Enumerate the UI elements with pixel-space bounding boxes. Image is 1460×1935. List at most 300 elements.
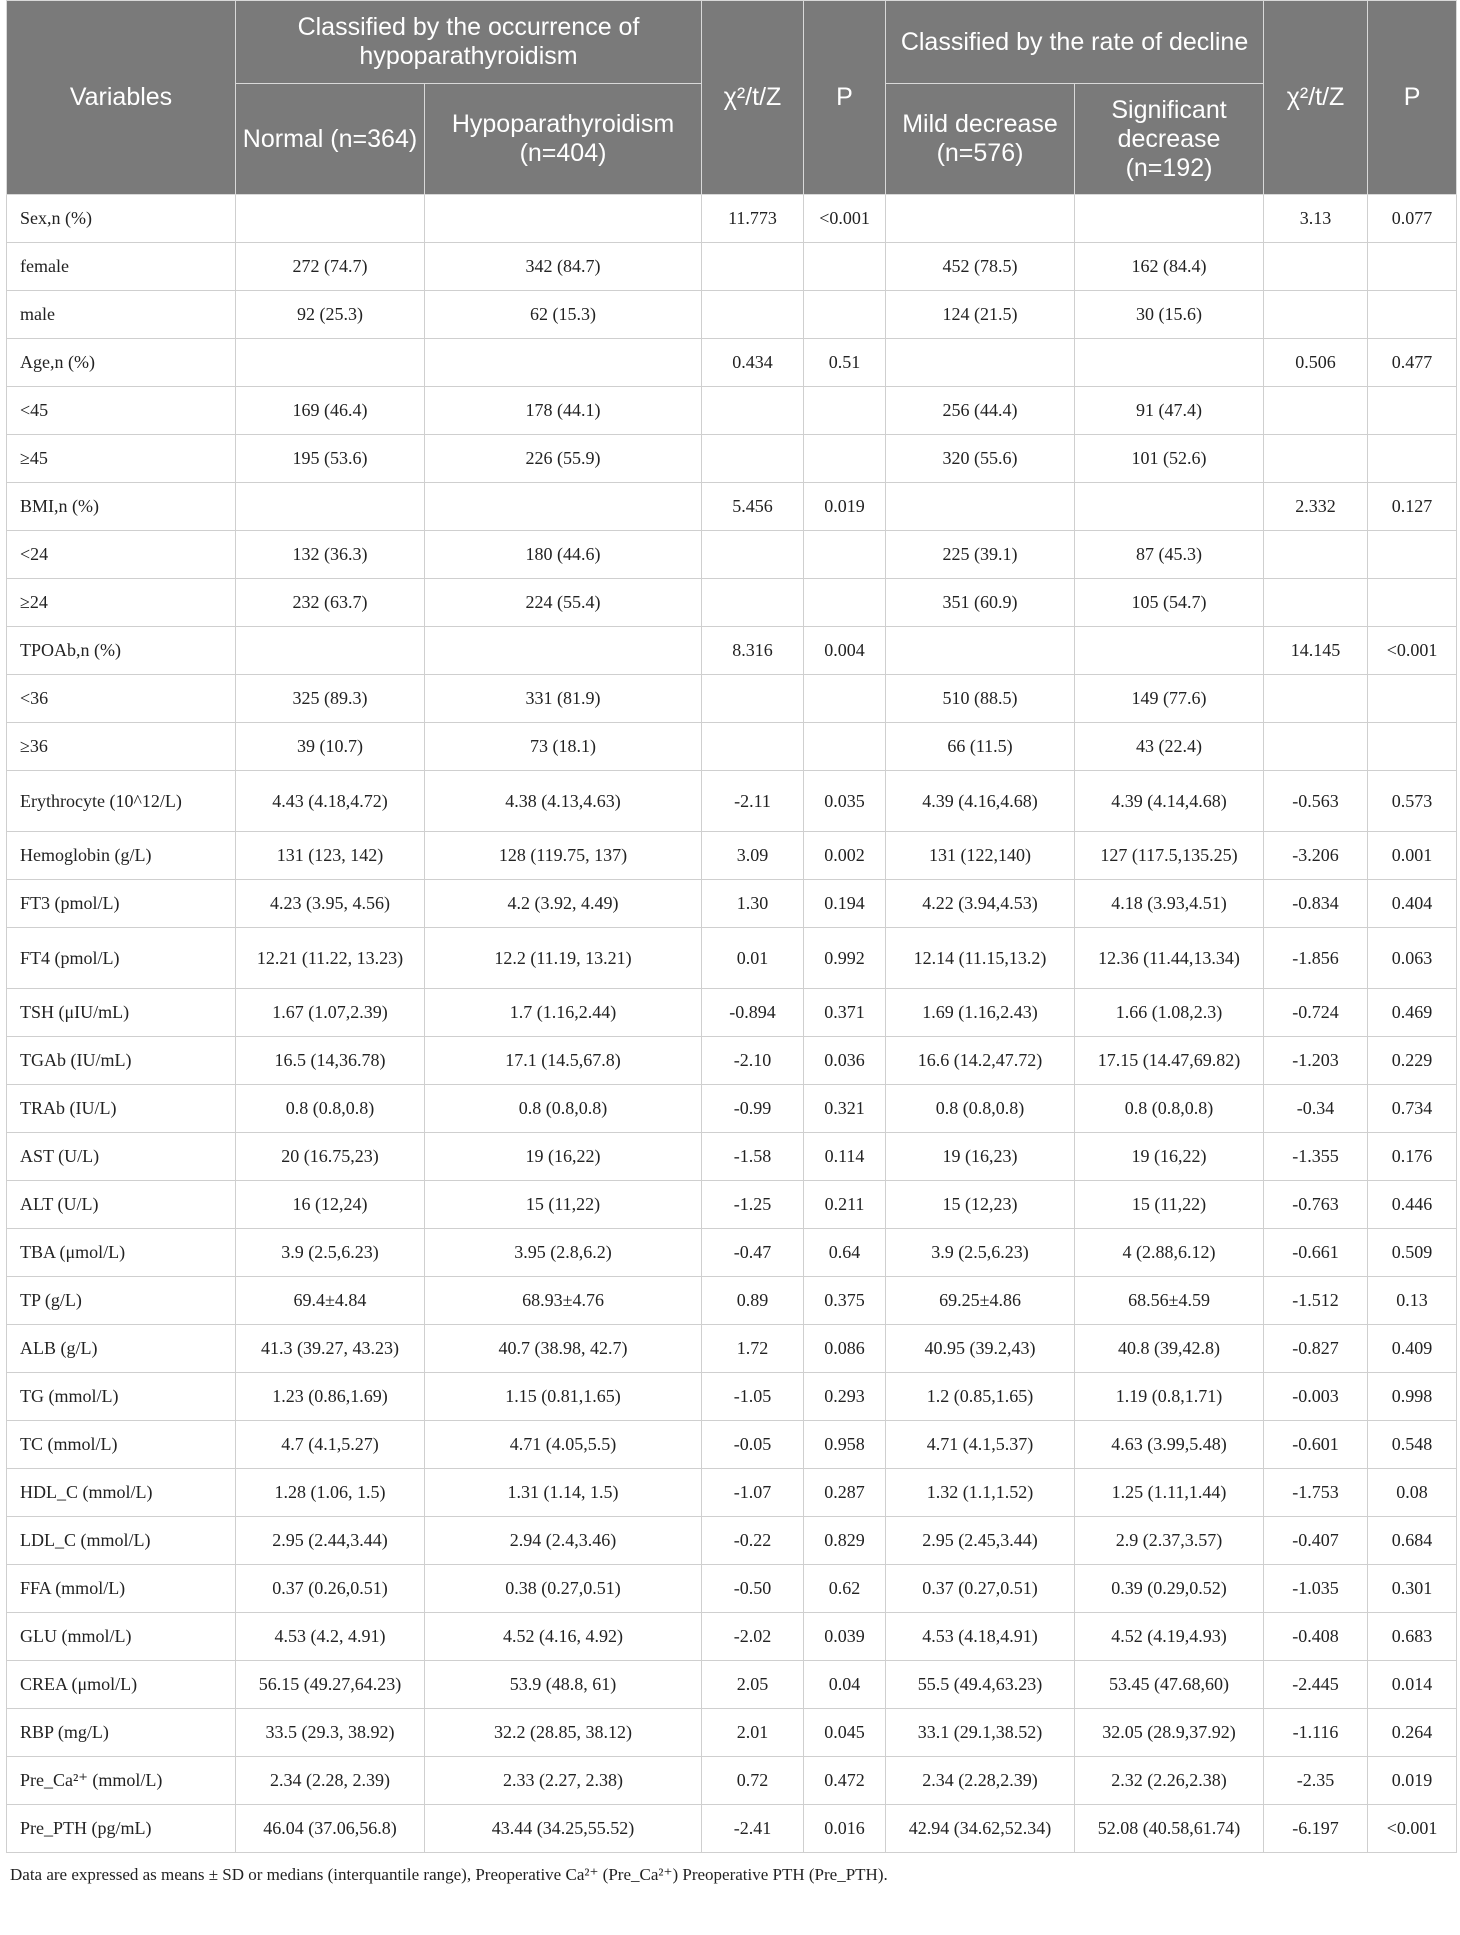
p1-cell: 0.321: [804, 1085, 886, 1133]
p1-cell: 0.114: [804, 1133, 886, 1181]
hypo-cell: 12.2 (11.19, 13.21): [425, 928, 702, 989]
stat1-cell: 0.434: [702, 339, 804, 387]
significant-cell: [1075, 483, 1264, 531]
variable-cell: ≥24: [7, 579, 236, 627]
table-row: [7, 1757, 1457, 1805]
hypo-cell: 68.93±4.76: [425, 1277, 702, 1325]
table-row: [7, 1613, 1457, 1661]
p1-cell: 0.002: [804, 832, 886, 880]
stat1-cell: -0.05: [702, 1421, 804, 1469]
normal-cell: 12.21 (11.22, 13.23): [236, 928, 425, 989]
stat1-cell: -0.99: [702, 1085, 804, 1133]
significant-cell: 4.52 (4.19,4.93): [1075, 1613, 1264, 1661]
header-mild: Mild decrease (n=576): [886, 84, 1075, 195]
variable-cell: ALB (g/L): [7, 1325, 236, 1373]
hypo-cell: 1.7 (1.16,2.44): [425, 989, 702, 1037]
normal-cell: 3.9 (2.5,6.23): [236, 1229, 425, 1277]
hypo-cell: 40.7 (38.98, 42.7): [425, 1325, 702, 1373]
stat1-cell: 11.773: [702, 195, 804, 243]
table-row: [7, 435, 1457, 483]
variable-cell: Pre_PTH (pg/mL): [7, 1805, 236, 1853]
table-row: [7, 1085, 1457, 1133]
header-stat-2: χ²/t/Z: [1264, 1, 1368, 195]
p2-cell: [1368, 723, 1457, 771]
mild-cell: 15 (12,23): [886, 1181, 1075, 1229]
mild-cell: 225 (39.1): [886, 531, 1075, 579]
mild-cell: 12.14 (11.15,13.2): [886, 928, 1075, 989]
normal-cell: 169 (46.4): [236, 387, 425, 435]
normal-cell: 69.4±4.84: [236, 1277, 425, 1325]
stat1-cell: [702, 435, 804, 483]
table-body: [7, 195, 1457, 1853]
variable-cell: TBA (μmol/L): [7, 1229, 236, 1277]
table-row: [7, 1181, 1457, 1229]
table-row: [7, 723, 1457, 771]
p1-cell: 0.992: [804, 928, 886, 989]
p2-cell: <0.001: [1368, 627, 1457, 675]
stat1-cell: [702, 723, 804, 771]
mild-cell: 2.95 (2.45,3.44): [886, 1517, 1075, 1565]
table-row: [7, 1037, 1457, 1085]
p1-cell: 0.194: [804, 880, 886, 928]
p2-cell: 0.446: [1368, 1181, 1457, 1229]
significant-cell: 53.45 (47.68,60): [1075, 1661, 1264, 1709]
mild-cell: 4.39 (4.16,4.68): [886, 771, 1075, 832]
significant-cell: 2.32 (2.26,2.38): [1075, 1757, 1264, 1805]
variable-cell: CREA (μmol/L): [7, 1661, 236, 1709]
p1-cell: 0.04: [804, 1661, 886, 1709]
normal-cell: [236, 339, 425, 387]
p2-cell: 0.404: [1368, 880, 1457, 928]
significant-cell: 127 (117.5,135.25): [1075, 832, 1264, 880]
normal-cell: 16 (12,24): [236, 1181, 425, 1229]
p1-cell: 0.045: [804, 1709, 886, 1757]
p2-cell: 0.264: [1368, 1709, 1457, 1757]
table-row: [7, 1421, 1457, 1469]
mild-cell: [886, 195, 1075, 243]
normal-cell: 0.37 (0.26,0.51): [236, 1565, 425, 1613]
p2-cell: 0.548: [1368, 1421, 1457, 1469]
table-row: [7, 1325, 1457, 1373]
normal-cell: 41.3 (39.27, 43.23): [236, 1325, 425, 1373]
normal-cell: 46.04 (37.06,56.8): [236, 1805, 425, 1853]
stat1-cell: 0.72: [702, 1757, 804, 1805]
stat2-cell: 2.332: [1264, 483, 1368, 531]
p2-cell: [1368, 243, 1457, 291]
normal-cell: 1.28 (1.06, 1.5): [236, 1469, 425, 1517]
table-header: [7, 1, 1457, 195]
p2-cell: 0.573: [1368, 771, 1457, 832]
p1-cell: 0.375: [804, 1277, 886, 1325]
table-row: [7, 1277, 1457, 1325]
stat1-cell: -0.22: [702, 1517, 804, 1565]
header-group-hypoparathyroidism: Classified by the occurrence of hypoparathyroidism: [236, 1, 702, 84]
stat1-cell: -1.58: [702, 1133, 804, 1181]
p1-cell: [804, 531, 886, 579]
hypo-cell: 1.15 (0.81,1.65): [425, 1373, 702, 1421]
normal-cell: 132 (36.3): [236, 531, 425, 579]
stat2-cell: -0.763: [1264, 1181, 1368, 1229]
table-footnote: Data are expressed as means ± SD or medians (interquantile range), Preoperative Ca²⁺ (Pre_Ca²⁺) Preoperative PTH (Pre_PTH).: [10, 1865, 888, 1884]
p2-cell: 0.077: [1368, 195, 1457, 243]
table-row: [7, 531, 1457, 579]
p2-cell: 0.127: [1368, 483, 1457, 531]
stat2-cell: -1.203: [1264, 1037, 1368, 1085]
mild-cell: 131 (122,140): [886, 832, 1075, 880]
hypo-cell: 2.94 (2.4,3.46): [425, 1517, 702, 1565]
normal-cell: 4.7 (4.1,5.27): [236, 1421, 425, 1469]
p1-cell: [804, 723, 886, 771]
mild-cell: 4.22 (3.94,4.53): [886, 880, 1075, 928]
significant-cell: [1075, 195, 1264, 243]
variable-cell: GLU (mmol/L): [7, 1613, 236, 1661]
significant-cell: 4.18 (3.93,4.51): [1075, 880, 1264, 928]
normal-cell: 131 (123, 142): [236, 832, 425, 880]
hypo-cell: 178 (44.1): [425, 387, 702, 435]
hypo-cell: 331 (81.9): [425, 675, 702, 723]
mild-cell: 40.95 (39.2,43): [886, 1325, 1075, 1373]
mild-cell: 3.9 (2.5,6.23): [886, 1229, 1075, 1277]
stat2-cell: [1264, 723, 1368, 771]
stat1-cell: [702, 291, 804, 339]
stat1-cell: -0.47: [702, 1229, 804, 1277]
table-row: [7, 195, 1457, 243]
table-row: [7, 989, 1457, 1037]
significant-cell: 32.05 (28.9,37.92): [1075, 1709, 1264, 1757]
p1-cell: [804, 435, 886, 483]
p2-cell: 0.13: [1368, 1277, 1457, 1325]
normal-cell: 325 (89.3): [236, 675, 425, 723]
significant-cell: 12.36 (11.44,13.34): [1075, 928, 1264, 989]
stat2-cell: -1.753: [1264, 1469, 1368, 1517]
table-row: [7, 579, 1457, 627]
stat1-cell: 1.30: [702, 880, 804, 928]
mild-cell: 4.71 (4.1,5.37): [886, 1421, 1075, 1469]
p2-cell: 0.301: [1368, 1565, 1457, 1613]
p1-cell: 0.016: [804, 1805, 886, 1853]
table-row: [7, 1805, 1457, 1853]
mild-cell: 42.94 (34.62,52.34): [886, 1805, 1075, 1853]
significant-cell: 0.39 (0.29,0.52): [1075, 1565, 1264, 1613]
mild-cell: 0.37 (0.27,0.51): [886, 1565, 1075, 1613]
data-table: [6, 0, 1457, 1853]
header-group-decline: Classified by the rate of decline: [886, 1, 1264, 84]
header-hypoparathyroidism: Hypoparathyroidism (n=404): [425, 84, 702, 195]
table-row: [7, 1661, 1457, 1709]
normal-cell: 4.53 (4.2, 4.91): [236, 1613, 425, 1661]
significant-cell: 1.25 (1.11,1.44): [1075, 1469, 1264, 1517]
significant-cell: 87 (45.3): [1075, 531, 1264, 579]
significant-cell: 40.8 (39,42.8): [1075, 1325, 1264, 1373]
significant-cell: 101 (52.6): [1075, 435, 1264, 483]
hypo-cell: [425, 195, 702, 243]
stat2-cell: -0.724: [1264, 989, 1368, 1037]
mild-cell: [886, 339, 1075, 387]
table-row: [7, 387, 1457, 435]
hypo-cell: 3.95 (2.8,6.2): [425, 1229, 702, 1277]
variable-cell: AST (U/L): [7, 1133, 236, 1181]
normal-cell: 272 (74.7): [236, 243, 425, 291]
significant-cell: 105 (54.7): [1075, 579, 1264, 627]
normal-cell: 20 (16.75,23): [236, 1133, 425, 1181]
mild-cell: 1.2 (0.85,1.65): [886, 1373, 1075, 1421]
stat2-cell: -0.003: [1264, 1373, 1368, 1421]
normal-cell: 16.5 (14,36.78): [236, 1037, 425, 1085]
variable-cell: Erythrocyte (10^12/L): [7, 771, 236, 832]
normal-cell: [236, 483, 425, 531]
variable-cell: Hemoglobin (g/L): [7, 832, 236, 880]
p1-cell: [804, 675, 886, 723]
stat2-cell: -1.355: [1264, 1133, 1368, 1181]
mild-cell: 4.53 (4.18,4.91): [886, 1613, 1075, 1661]
p2-cell: 0.683: [1368, 1613, 1457, 1661]
p1-cell: 0.51: [804, 339, 886, 387]
significant-cell: 43 (22.4): [1075, 723, 1264, 771]
significant-cell: 0.8 (0.8,0.8): [1075, 1085, 1264, 1133]
variable-cell: HDL_C (mmol/L): [7, 1469, 236, 1517]
p1-cell: 0.036: [804, 1037, 886, 1085]
stat1-cell: -1.25: [702, 1181, 804, 1229]
significant-cell: 17.15 (14.47,69.82): [1075, 1037, 1264, 1085]
mild-cell: 66 (11.5): [886, 723, 1075, 771]
normal-cell: 33.5 (29.3, 38.92): [236, 1709, 425, 1757]
hypo-cell: 0.38 (0.27,0.51): [425, 1565, 702, 1613]
p2-cell: 0.509: [1368, 1229, 1457, 1277]
p2-cell: 0.014: [1368, 1661, 1457, 1709]
hypo-cell: [425, 339, 702, 387]
hypo-cell: 73 (18.1): [425, 723, 702, 771]
header-variables: Variables: [7, 1, 236, 195]
variable-cell: RBP (mg/L): [7, 1709, 236, 1757]
mild-cell: 256 (44.4): [886, 387, 1075, 435]
stat2-cell: [1264, 531, 1368, 579]
stat2-cell: -0.408: [1264, 1613, 1368, 1661]
stat2-cell: -1.512: [1264, 1277, 1368, 1325]
variable-cell: ≥36: [7, 723, 236, 771]
mild-cell: 2.34 (2.28,2.39): [886, 1757, 1075, 1805]
variable-cell: Age,n (%): [7, 339, 236, 387]
table-row: [7, 483, 1457, 531]
table-row: [7, 928, 1457, 989]
hypo-cell: 226 (55.9): [425, 435, 702, 483]
table-row: [7, 1709, 1457, 1757]
significant-cell: 68.56±4.59: [1075, 1277, 1264, 1325]
significant-cell: 91 (47.4): [1075, 387, 1264, 435]
stat2-cell: -0.827: [1264, 1325, 1368, 1373]
hypo-cell: 4.52 (4.16, 4.92): [425, 1613, 702, 1661]
normal-cell: 2.34 (2.28, 2.39): [236, 1757, 425, 1805]
variable-cell: TP (g/L): [7, 1277, 236, 1325]
p1-cell: 0.211: [804, 1181, 886, 1229]
stat2-cell: -6.197: [1264, 1805, 1368, 1853]
p2-cell: [1368, 387, 1457, 435]
significant-cell: 15 (11,22): [1075, 1181, 1264, 1229]
p2-cell: [1368, 531, 1457, 579]
hypo-cell: 224 (55.4): [425, 579, 702, 627]
variable-cell: FFA (mmol/L): [7, 1565, 236, 1613]
stat1-cell: 3.09: [702, 832, 804, 880]
hypo-cell: 32.2 (28.85, 38.12): [425, 1709, 702, 1757]
mild-cell: 351 (60.9): [886, 579, 1075, 627]
p1-cell: [804, 291, 886, 339]
table-row: [7, 627, 1457, 675]
stat2-cell: [1264, 387, 1368, 435]
variable-cell: TSH (μIU/mL): [7, 989, 236, 1037]
p1-cell: 0.004: [804, 627, 886, 675]
variable-cell: <36: [7, 675, 236, 723]
normal-cell: 92 (25.3): [236, 291, 425, 339]
mild-cell: 510 (88.5): [886, 675, 1075, 723]
mild-cell: [886, 483, 1075, 531]
significant-cell: 2.9 (2.37,3.57): [1075, 1517, 1264, 1565]
stat1-cell: -1.05: [702, 1373, 804, 1421]
variable-cell: TPOAb,n (%): [7, 627, 236, 675]
stat2-cell: -0.563: [1264, 771, 1368, 832]
variable-cell: TC (mmol/L): [7, 1421, 236, 1469]
significant-cell: 4.63 (3.99,5.48): [1075, 1421, 1264, 1469]
table-row: [7, 291, 1457, 339]
stat1-cell: -2.10: [702, 1037, 804, 1085]
significant-cell: 4.39 (4.14,4.68): [1075, 771, 1264, 832]
hypo-cell: 180 (44.6): [425, 531, 702, 579]
variable-cell: ≥45: [7, 435, 236, 483]
stat2-cell: 3.13: [1264, 195, 1368, 243]
significant-cell: [1075, 339, 1264, 387]
stat1-cell: -2.11: [702, 771, 804, 832]
hypo-cell: 17.1 (14.5,67.8): [425, 1037, 702, 1085]
stat2-cell: -2.445: [1264, 1661, 1368, 1709]
table-row: [7, 243, 1457, 291]
stat2-cell: -0.661: [1264, 1229, 1368, 1277]
mild-cell: 33.1 (29.1,38.52): [886, 1709, 1075, 1757]
p1-cell: [804, 387, 886, 435]
significant-cell: 19 (16,22): [1075, 1133, 1264, 1181]
hypo-cell: 43.44 (34.25,55.52): [425, 1805, 702, 1853]
p2-cell: 0.019: [1368, 1757, 1457, 1805]
variable-cell: female: [7, 243, 236, 291]
table-row: [7, 1133, 1457, 1181]
p2-cell: [1368, 579, 1457, 627]
hypo-cell: 0.8 (0.8,0.8): [425, 1085, 702, 1133]
stat2-cell: -0.407: [1264, 1517, 1368, 1565]
hypo-cell: 15 (11,22): [425, 1181, 702, 1229]
stat1-cell: 8.316: [702, 627, 804, 675]
significant-cell: 162 (84.4): [1075, 243, 1264, 291]
stat1-cell: [702, 243, 804, 291]
stat2-cell: [1264, 675, 1368, 723]
hypo-cell: 53.9 (48.8, 61): [425, 1661, 702, 1709]
variable-cell: Sex,n (%): [7, 195, 236, 243]
hypo-cell: 62 (15.3): [425, 291, 702, 339]
stat2-cell: -1.856: [1264, 928, 1368, 989]
p2-cell: 0.063: [1368, 928, 1457, 989]
stat1-cell: -0.50: [702, 1565, 804, 1613]
p1-cell: <0.001: [804, 195, 886, 243]
significant-cell: 52.08 (40.58,61.74): [1075, 1805, 1264, 1853]
hypo-cell: 4.71 (4.05,5.5): [425, 1421, 702, 1469]
p2-cell: 0.08: [1368, 1469, 1457, 1517]
normal-cell: 195 (53.6): [236, 435, 425, 483]
significant-cell: 1.19 (0.8,1.71): [1075, 1373, 1264, 1421]
mild-cell: 320 (55.6): [886, 435, 1075, 483]
p1-cell: [804, 243, 886, 291]
p2-cell: [1368, 435, 1457, 483]
stat1-cell: 0.89: [702, 1277, 804, 1325]
stat1-cell: 1.72: [702, 1325, 804, 1373]
p1-cell: 0.64: [804, 1229, 886, 1277]
variable-cell: TGAb (IU/mL): [7, 1037, 236, 1085]
stat1-cell: [702, 579, 804, 627]
hypo-cell: 4.2 (3.92, 4.49): [425, 880, 702, 928]
normal-cell: 1.23 (0.86,1.69): [236, 1373, 425, 1421]
header-p-2: P: [1368, 1, 1457, 195]
significant-cell: 30 (15.6): [1075, 291, 1264, 339]
p2-cell: 0.001: [1368, 832, 1457, 880]
variable-cell: TG (mmol/L): [7, 1373, 236, 1421]
variable-cell: male: [7, 291, 236, 339]
p1-cell: [804, 579, 886, 627]
p2-cell: 0.469: [1368, 989, 1457, 1037]
header-p-1: P: [804, 1, 886, 195]
mild-cell: 124 (21.5): [886, 291, 1075, 339]
variable-cell: BMI,n (%): [7, 483, 236, 531]
normal-cell: [236, 627, 425, 675]
hypo-cell: 2.33 (2.27, 2.38): [425, 1757, 702, 1805]
table-row: [7, 880, 1457, 928]
p1-cell: 0.019: [804, 483, 886, 531]
normal-cell: 4.43 (4.18,4.72): [236, 771, 425, 832]
p1-cell: 0.035: [804, 771, 886, 832]
variable-cell: Pre_Ca²⁺ (mmol/L): [7, 1757, 236, 1805]
header-normal: Normal (n=364): [236, 84, 425, 195]
stat1-cell: -1.07: [702, 1469, 804, 1517]
table-row: [7, 339, 1457, 387]
mild-cell: 16.6 (14.2,47.72): [886, 1037, 1075, 1085]
normal-cell: 56.15 (49.27,64.23): [236, 1661, 425, 1709]
variable-cell: FT4 (pmol/L): [7, 928, 236, 989]
p2-cell: 0.409: [1368, 1325, 1457, 1373]
stat2-cell: -0.601: [1264, 1421, 1368, 1469]
table-row: [7, 1229, 1457, 1277]
stat2-cell: [1264, 579, 1368, 627]
mild-cell: 1.69 (1.16,2.43): [886, 989, 1075, 1037]
p2-cell: [1368, 291, 1457, 339]
p2-cell: 0.176: [1368, 1133, 1457, 1181]
stat2-cell: [1264, 243, 1368, 291]
table-row: [7, 832, 1457, 880]
p1-cell: 0.039: [804, 1613, 886, 1661]
stat1-cell: -2.02: [702, 1613, 804, 1661]
stat1-cell: 2.05: [702, 1661, 804, 1709]
stat2-cell: [1264, 435, 1368, 483]
stat2-cell: 0.506: [1264, 339, 1368, 387]
variable-cell: TRAb (IU/L): [7, 1085, 236, 1133]
stat2-cell: -2.35: [1264, 1757, 1368, 1805]
p1-cell: 0.472: [804, 1757, 886, 1805]
stat2-cell: -0.834: [1264, 880, 1368, 928]
stat1-cell: -2.41: [702, 1805, 804, 1853]
stat2-cell: -3.206: [1264, 832, 1368, 880]
header-significant: Significant decrease (n=192): [1075, 84, 1264, 195]
p1-cell: 0.829: [804, 1517, 886, 1565]
variable-cell: FT3 (pmol/L): [7, 880, 236, 928]
stat1-cell: 0.01: [702, 928, 804, 989]
p1-cell: 0.287: [804, 1469, 886, 1517]
variable-cell: <45: [7, 387, 236, 435]
hypo-cell: 19 (16,22): [425, 1133, 702, 1181]
normal-cell: 0.8 (0.8,0.8): [236, 1085, 425, 1133]
normal-cell: 4.23 (3.95, 4.56): [236, 880, 425, 928]
